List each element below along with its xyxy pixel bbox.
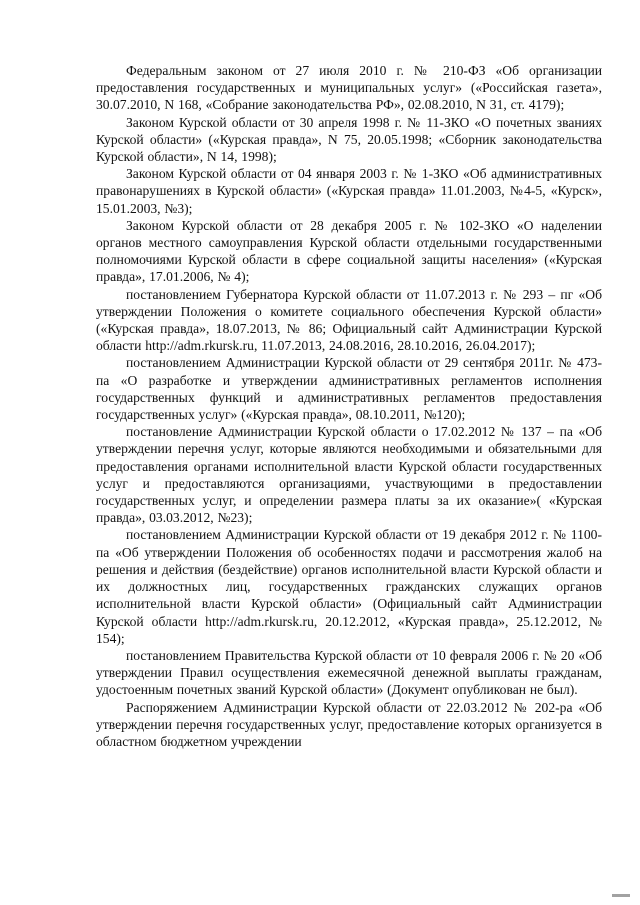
- document-paragraph: постановление Администрации Курской области о 17.02.2012 № 137 – па «Об утверждении перечня услуг, которые являются необходимыми и обязательными для предоставления органами исполнительной власти Курской области государственных услуг и предоставляются организациями, участвующими в предоставлении государственных услуг, и определении размера платы за их оказание»( «Курская правда», 03.03.2012, №23);: [96, 424, 602, 526]
- document-paragraph: постановлением Администрации Курской области от 29 сентября 2011г. № 473-па «О разработке и утверждении административных регламентов исполнения государственных функций и административных регламентов предоставления государственных услуг» («Курская правда», 08.10.2011, №120);: [96, 355, 602, 423]
- document-paragraph: постановлением Правительства Курской области от 10 февраля 2006 г. № 20 «Об утверждении Правил осуществления ежемесячной денежной выплаты гражданам, удостоенным почетных званий Курской области» (Документ опубликован не был).: [96, 647, 602, 698]
- scan-edge-mark: [612, 894, 630, 897]
- document-paragraph: Распоряжением Администрации Курской области от 22.03.2012 № 202-ра «Об утверждении перечня государственных услуг, предоставление которых организуется в областном бюджетном учреждении: [96, 699, 602, 749]
- document-paragraph: постановлением Администрации Курской области от 19 декабря 2012 г. № 1100-па «Об утверждении Положения об особенностях подачи и рассмотрения жалоб на решения и действия (бездействие) органов исполнительной власти Курской области и их должностных лиц, государственных гражданских служащих органов исполнительной власти Курской области» (Официальный сайт Администрации Курской области http://adm.rkursk.ru, 20.12.2012, «Курская правда», 25.12.2012, № 154);: [96, 527, 602, 646]
- document-paragraph: Законом Курской области от 28 декабря 2005 г. № 102-ЗКО «О наделении органов местного самоуправления Курской области отдельными государственными полномочиями Курской области в сфере социальной защиты населения» («Курская правда», 17.01.2006, № 4);: [96, 217, 602, 285]
- document-paragraph: Законом Курской области от 30 апреля 1998 г. № 11-ЗКО «О почетных званиях Курской области» («Курская правда», N 75, 20.05.1998; «Сборник законодательства Курской области», N 14, 1998);: [96, 114, 602, 165]
- document-paragraph: постановлением Губернатора Курской области от 11.07.2013 г. № 293 – пг «Об утверждении Положения о комитете социального обеспечения Курской области» («Курская правда», 18.07.2013, № 86; Официальный сайт Администрации Курской области http://adm.rkursk.ru, 11.07.2013, 24.08.2016, 28.10.2016, 26.04.2017);: [96, 286, 602, 354]
- document-paragraph: Федеральным законом от 27 июля 2010 г. № 210-ФЗ «Об организации предоставления государственных и муниципальных услуг» («Российская газета», 30.07.2010, N 168, «Собрание законодательства РФ», 02.08.2010, N 31, ст. 4179);: [96, 63, 602, 113]
- document-paragraph: Законом Курской области от 04 января 2003 г. № 1-ЗКО «Об административных правонарушениях в Курской области» («Курская правда» 11.01.2003, №4-5, «Курск», 15.01.2003, №3);: [96, 166, 602, 216]
- document-body: [96, 62, 602, 750]
